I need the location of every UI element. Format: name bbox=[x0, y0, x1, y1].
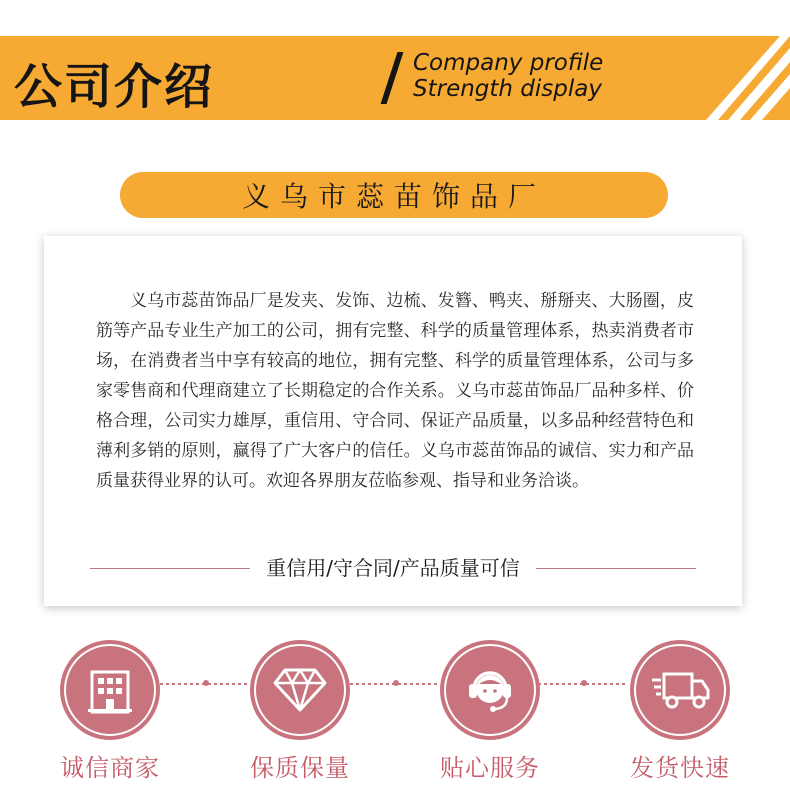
subtitle-line-1: Company profile bbox=[413, 50, 604, 76]
subtitle-line-2: Strength display bbox=[413, 76, 602, 102]
company-name-banner bbox=[120, 172, 668, 218]
feature-label: 贴心服务 bbox=[440, 754, 540, 782]
connector-dot bbox=[393, 680, 399, 686]
intro-card bbox=[44, 236, 742, 606]
company-name: 义乌市蕊苗饰品厂 bbox=[241, 180, 546, 213]
truck-icon bbox=[650, 668, 710, 712]
title-divider bbox=[381, 52, 404, 104]
connector-dot bbox=[203, 680, 209, 686]
tagline-divider-right bbox=[536, 568, 696, 569]
header-banner bbox=[0, 36, 790, 120]
feature-circle bbox=[630, 640, 730, 740]
connector-dot bbox=[581, 680, 587, 686]
headset-icon bbox=[462, 662, 518, 718]
diamond-icon bbox=[273, 667, 327, 713]
stripe-decoration bbox=[690, 36, 790, 120]
feature-label: 保质保量 bbox=[250, 754, 350, 782]
intro-text: 义乌市蕊苗饰品厂是发夹、发饰、边梳、发簪、鸭夹、掰掰夹、大肠圈，皮筋等产品专业生产加工的公司，拥有完整、科学的质量管理体系，热卖消费者市场，在消费者当中享有较高的地位，拥有完整、科学的质量管理体系，公司与多家零售商和代理商建立了长期稳定的合作关系。义乌市蕊苗饰品厂品种多样、价格合理，公司实力雄厚，重信用、守合同、保证产品质量，以多品种经营特色和薄利多销的原则，赢得了广大客户的信任。义乌市蕊苗饰品的诚信、实力和产品质量获得业界的认可。欢迎各界朋友莅临参观、指导和业务洽谈。 bbox=[96, 291, 694, 491]
feature-label: 发货快速 bbox=[630, 754, 730, 782]
feature-circle bbox=[440, 640, 540, 740]
features-row bbox=[0, 640, 790, 790]
header-subtitle bbox=[413, 50, 603, 102]
feature-label: 诚信商家 bbox=[60, 754, 160, 782]
feature-circle bbox=[60, 640, 160, 740]
tagline: 重信用/守合同/产品质量可信 bbox=[266, 556, 520, 580]
feature-circle bbox=[250, 640, 350, 740]
tagline-row bbox=[90, 554, 696, 582]
building-icon bbox=[84, 664, 136, 716]
page-title: 公司介绍 bbox=[14, 59, 215, 115]
